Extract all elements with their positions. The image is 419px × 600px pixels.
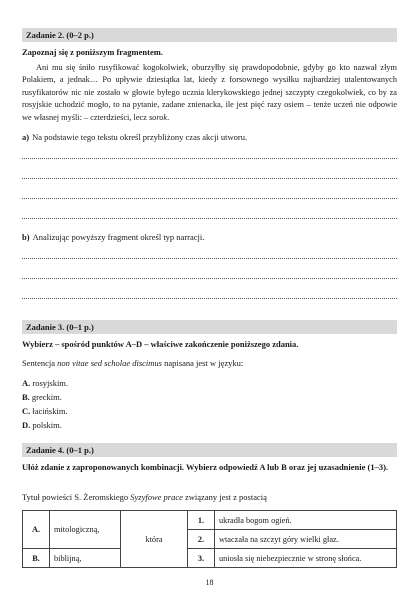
connector-word: która xyxy=(121,511,188,568)
task2-question-a xyxy=(22,132,397,143)
option-b[interactable] xyxy=(22,392,62,403)
passage-end: . xyxy=(167,112,170,122)
task4-header: Zadanie 4. (0–1 p.) xyxy=(22,443,397,457)
table-row xyxy=(23,511,397,530)
combination-table xyxy=(22,510,397,568)
answer-line[interactable] xyxy=(22,158,397,159)
choice-b-text[interactable]: biblijną, xyxy=(50,549,121,568)
table-row xyxy=(23,549,397,568)
answer-line[interactable] xyxy=(22,278,397,279)
option-letter: B. xyxy=(22,392,30,402)
question-a-text: Na podstawie tego tekstu określ przybliżony czas akcji utworu. xyxy=(32,132,248,142)
sentence-latin: non vitae sed scholae discimus xyxy=(57,358,162,368)
choice-b-label[interactable]: B. xyxy=(23,549,50,568)
option-c[interactable] xyxy=(22,406,68,417)
task2-passage xyxy=(22,62,397,124)
task3-sentence xyxy=(22,358,397,369)
option-text: łacińskim. xyxy=(32,406,68,416)
task3-header: Zadanie 3. (0–1 p.) xyxy=(22,320,397,334)
answer-line[interactable] xyxy=(22,178,397,179)
question-b-text: Analizując powyższy fragment określ typ narracji. xyxy=(32,232,205,242)
option-letter: A. xyxy=(22,378,31,388)
sentence-text-end: związany jest z postacią xyxy=(182,492,267,502)
task3-instruction: Wybierz – spośród punktów A–D – właściwe zakończenie poniższego zdania. xyxy=(22,339,299,349)
question-b-letter: b) xyxy=(22,232,30,242)
sentence-text-end: napisana jest w języku: xyxy=(162,358,244,368)
page-number: 18 xyxy=(205,578,214,587)
task2-header: Zadanie 2. (0–2 p.) xyxy=(22,28,397,42)
reason-text[interactable]: uniosła się niebezpiecznie w stronę słońca. xyxy=(215,549,397,568)
sentence-text: Sentencja xyxy=(22,358,58,368)
task4-sentence xyxy=(22,492,397,503)
option-letter: C. xyxy=(22,406,31,416)
sentence-title: Syzyfowe prace xyxy=(130,492,183,502)
choice-a-label[interactable]: A. xyxy=(23,511,50,549)
reason-number[interactable]: 1. xyxy=(188,511,215,530)
task2-question-b xyxy=(22,232,397,243)
question-a-letter: a) xyxy=(22,132,30,142)
passage-text: Ani mu się śniło rusyfikować kogokolwiek, oburzyłby się prawdopodobnie, gdyby go kto nazwał złym Polakiem, a jednak… Po upływie dziesiątka lat, kiedy z forsownego wysiłku najbardziej utalentowanych rusyfikatorów nic nie zostało w głowie byłego ucznia klerykowskiego jednej szczypty czegokolwiek, co by za rosyjskie uchodzić mogło, to na pytanie, zadane znienacka, ile jest pięć razy osiem – tenże uczeń nie odpowie we własnej myśli: – czterdzieści, lecz xyxy=(22,63,397,122)
reason-text[interactable]: wtaczała na szczyt góry wielki głaz. xyxy=(215,530,397,549)
sentence-text: Tytuł powieści S. Żeromskiego xyxy=(22,492,131,502)
option-text: polskim. xyxy=(32,420,62,430)
option-d[interactable] xyxy=(22,420,62,431)
task2-instruction: Zapoznaj się z poniższym fragmentem. xyxy=(22,47,163,57)
answer-line[interactable] xyxy=(22,198,397,199)
reason-text[interactable]: ukradła bogom ogień. xyxy=(215,511,397,530)
option-letter: D. xyxy=(22,420,31,430)
option-a[interactable] xyxy=(22,378,68,389)
task4-instruction: Ułóż zdanie z zaproponowanych kombinacji. Wybierz odpowiedź A lub B oraz jej uzasadnienie (1–3). xyxy=(22,462,389,472)
answer-line[interactable] xyxy=(22,298,397,299)
answer-line[interactable] xyxy=(22,258,397,259)
reason-number[interactable]: 2. xyxy=(188,530,215,549)
answer-line[interactable] xyxy=(22,218,397,219)
option-text: greckim. xyxy=(31,392,62,402)
option-text: rosyjskim. xyxy=(32,378,69,388)
passage-italic: sorok xyxy=(148,112,168,122)
choice-a-text[interactable]: mitologiczną, xyxy=(50,511,121,549)
reason-number[interactable]: 3. xyxy=(188,549,215,568)
